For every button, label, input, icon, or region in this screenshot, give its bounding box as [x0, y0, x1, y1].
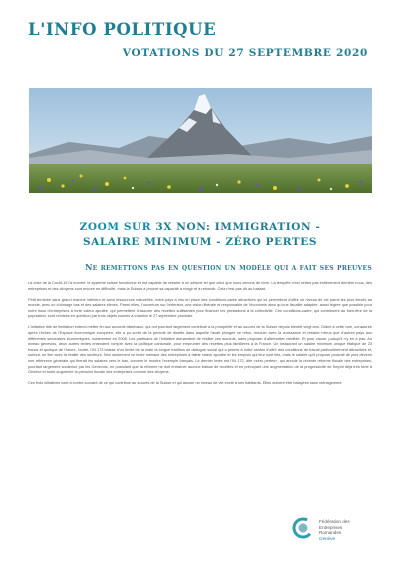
logo-line: Fédération des: [319, 519, 350, 524]
logo-line: Genève: [319, 535, 336, 541]
publication-subtitle: VOTATIONS DU 27 SEPTEMBRE 2020: [122, 46, 368, 59]
article-headline: [0, 220, 400, 250]
article-lead: Ne remettons pas en question un modèle qui a fait ses preuves: [85, 262, 372, 272]
headline-line-1: [0, 220, 400, 235]
masthead: [28, 22, 368, 59]
fer-geneve-logo: [292, 517, 382, 543]
headline-line-2: SALAIRE MINIMUM - ZÉRO PERTES: [82, 236, 318, 248]
hero-photo: [29, 88, 372, 193]
paragraph: Ces trois initiatives vont à contre-courant de ce qui contribue au succès de la Suisse et qui assure un niveau de vie envié à ses habitants. Elles doivent être balayées sans ménagement.: [28, 381, 343, 386]
logo-text: [319, 519, 350, 541]
article-body: [28, 281, 372, 392]
paragraph: L'initiative dite de limitation entend mettre fin aux accords bilatéraux, qui ont pourtant largement contribué à la prospérité et au succès de la Suisse depuis bientôt vingt ans. Grâce à cette voie, consacrée après l'échec de l'Espace économique européen, elle a pu sortir de la période de disette dans laquelle l'avait plongée ce refus, renouer avec la croissance et résister mieux que d'autres pays aux différentes secousses économiques, notamment en 2008. Les partisans de l'initiative demandent de résilier ces accords, sans proposer d'alternative crédible. Et pour cause, puisqu'il n'y en a pas. Au niveau genevois, deux autres textes entendent rompre avec la politique cantonale, pour emprunter des recettes plus familières à la France. Un instaurant un salaire minimum unique étatique de 23 francs et quelque de l'heure, l'autre, l'IN 173 baisse d'un levier de la main la longue tradition de dialogue social qui a permis à notre canton d'offrir des conditions de travail particulièrement attractives et, surtout, un lien avec la réalité des secteurs. Non seulement ce texte menace des entreprises à faible valeur ajoutée et les emplois qui leur sont liés, mais le salaire qu'il propose pourrait de plus devenir une référence générale qui tirerait les salaires vers le bas, comme le montre l'exemple français. Le dernier texte est l'IN 172, dite «zéro pertes», qui annule la récente réforme fiscale des entreprises, pourtant largement soutenue par les Genevois, en postulant que la réforme ne doit entraîner aucune baisse de recettes et en prévoyant une augmentation de la progressivité de l'impôt déjà très forte à Genève et toute augmente la pression fiscale des entreprises comme des citoyens.: [28, 325, 372, 375]
logo-line: Romandes: [319, 530, 342, 536]
paragraph: Petit territoire sans grand marché intérieur et sans ressources naturelles, notre pays a mis en place des conditions-cadre attractives qui lui permettent d'offrir un niveau de vie parmi les plus élevés au monde, avec un chômage bas et des salaires élevés. Parmi elles, l'ouverture sur l'extérieur, une vision libérale et responsable de l'économie ainsi qu'une fiscalité adaptée, aussi légère que possible pour notre tissu d'entreprises à forte valeur ajoutée, qui permettent d'assurer des recettes suffisantes pour financer les prestations à la collectivité. Ces conditions-cadre, qui contribuent au bien-être de la population, sont remises en question par trois objets soumis à votation le 27 septembre prochain.: [28, 297, 372, 319]
publication-title: L'INFO POLITIQUE: [28, 20, 217, 39]
paragraph: La crise de la Covid-19 l'a montré: le système suisse fonctionne et est capable de résister à un séisme tel que celui que nous venons de vivre. La tempête n'est certes pas entièrement derrière nous, des entreprises et des citoyens sont encore en difficulté, mais la Suisse a prouvé sa capacité à réagir et à rebondir. Cela n'est pas dû au hasard.: [28, 281, 372, 291]
headline-zoom-label: ZOOM SUR: [79, 221, 152, 233]
logo-line: Entreprises: [319, 524, 343, 530]
fer-logo-icon: [292, 517, 314, 539]
headline-line-1-text: 3X NON: IMMIGRATION -: [155, 221, 321, 233]
